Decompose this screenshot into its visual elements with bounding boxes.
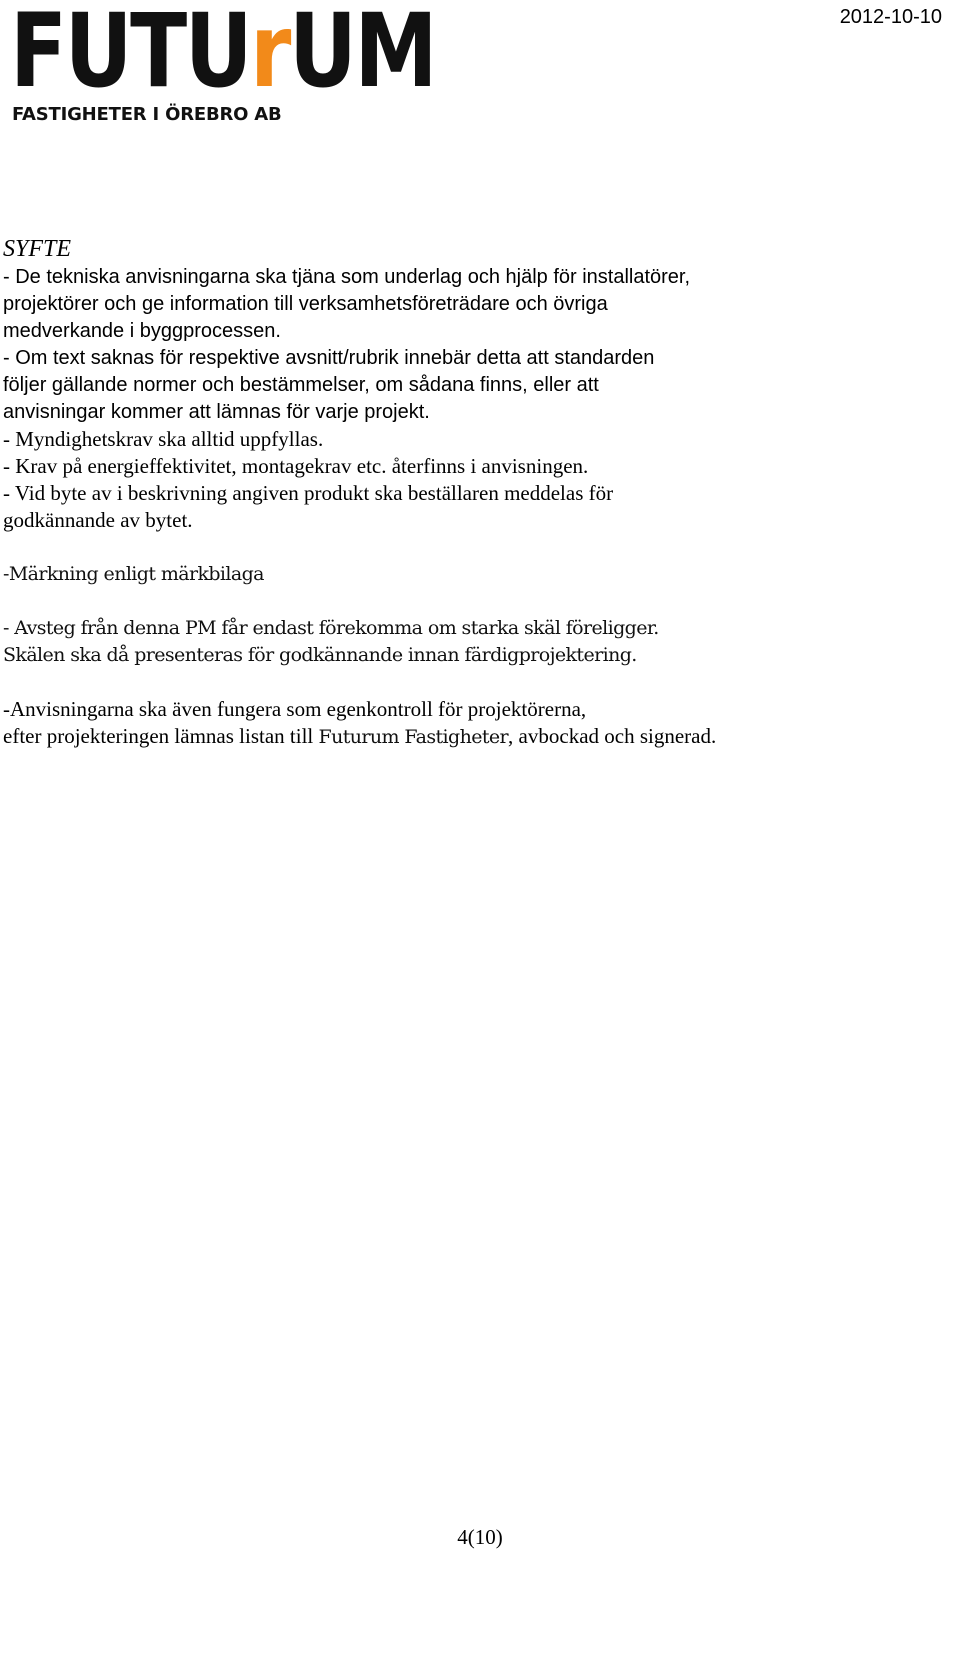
text-line: medverkande i byggprocessen.: [3, 320, 281, 342]
spacer: [3, 534, 933, 561]
deviation-line: Skälen ska då presenteras för godkännande innan färdigprojektering.: [3, 644, 637, 666]
text-line: - Vid byte av i beskrivning angiven produkt ska beställaren meddelas för: [3, 481, 614, 505]
text-line: - Krav på energieffektivitet, montagekrav etc. återfinns i anvisningen.: [3, 454, 589, 478]
selfcheck-line: efter projekteringen lämnas listan till Futurum Fastigheter, avbockad och signerad.: [3, 724, 717, 748]
company-name-inline: Futurum Fastigheter: [318, 726, 509, 748]
section-heading: SYFTE: [3, 236, 72, 262]
logo-subtitle: FASTIGHETER I ÖREBRO AB: [12, 104, 282, 125]
document-date: 2012-10-10: [839, 6, 942, 28]
text-line: - Om text saknas för respektive avsnitt/rubrik innebär detta att standarden: [3, 347, 655, 369]
logo-wordmark: FUTU r UM: [10, 0, 436, 111]
document-body: [3, 234, 933, 751]
company-logo: [10, 0, 436, 128]
text-line: godkännande av bytet.: [3, 508, 193, 532]
text-line: - Myndighetskrav ska alltid uppfyllas.: [3, 427, 324, 451]
text-line: följer gällande normer och bestämmelser, om sådana finns, eller att: [3, 374, 599, 396]
page-number: 4(10): [457, 1525, 503, 1549]
text-line: anvisningar kommer att lämnas för varje projekt.: [3, 401, 430, 423]
marking-line: -Märkning enligt märkbilaga: [3, 563, 264, 585]
text-line: projektörer och ge information till verksamhetsföreträdare och övriga: [3, 293, 608, 315]
text-line: - De tekniska anvisningarna ska tjäna som underlag och hjälp för installatörer,: [3, 266, 691, 288]
deviation-line: - Avsteg från denna PM får endast förekomma om starka skäl föreligger.: [3, 617, 659, 639]
spacer: [3, 588, 933, 615]
selfcheck-line: -Anvisningarna ska även fungera som egenkontroll för projektörerna,: [3, 697, 587, 721]
spacer: [3, 669, 933, 696]
logo-accent-letter: r: [250, 0, 289, 111]
